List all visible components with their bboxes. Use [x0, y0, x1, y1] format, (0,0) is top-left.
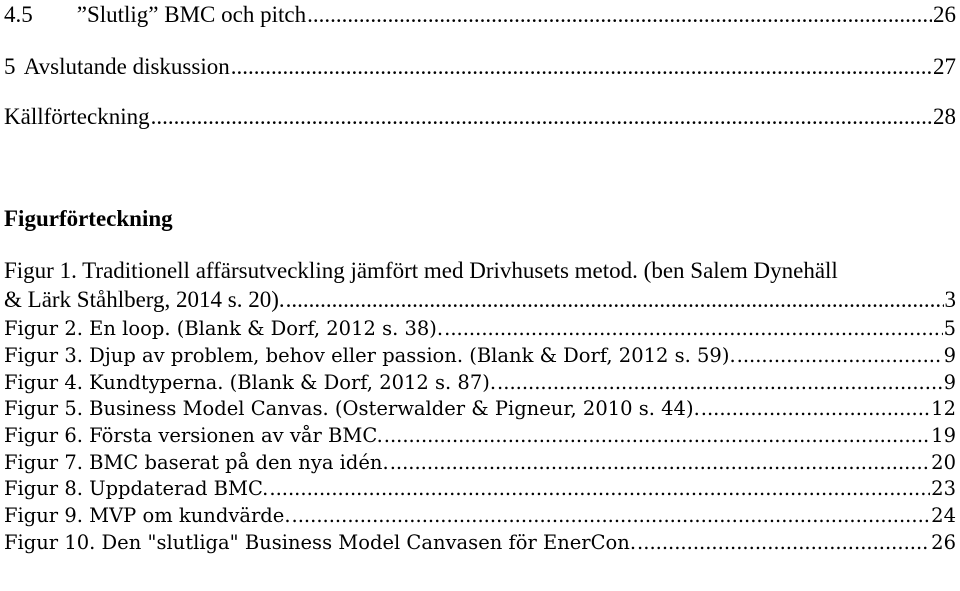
figure-title: Figur 8. Uppdaterad BMC. [4, 477, 269, 500]
dot-leader [444, 317, 942, 340]
figure-entry[interactable] [4, 451, 956, 474]
toc-entry[interactable] [4, 104, 956, 130]
figure-page: 20 [931, 451, 956, 474]
figure-title: Figur 7. BMC baserat på den nya idén. [4, 451, 389, 474]
figure-title: Figur 10. Den "slutliga" Business Model Canvasen för EnerCon. [4, 531, 637, 554]
dot-leader [151, 104, 932, 130]
toc-title: Källförteckning [4, 104, 150, 129]
toc-page: 28 [933, 104, 956, 129]
figure-page: 9 [943, 371, 956, 394]
dot-leader [231, 54, 932, 80]
figure-page: 12 [931, 397, 956, 420]
dot-leader [307, 2, 932, 28]
figure-entry[interactable] [4, 397, 956, 420]
dot-leader [701, 397, 930, 420]
figure-title: Figur 6. Första versionen av vår BMC. [4, 424, 383, 447]
figure-page: 19 [931, 424, 956, 447]
toc-title: ”Slutlig” BMC och pitch [76, 2, 307, 27]
dot-leader [497, 371, 943, 394]
figure-entry[interactable] [4, 477, 956, 500]
figure-page: 26 [931, 531, 956, 554]
figure-title: Figur 9. MVP om kundvärde. [4, 504, 291, 527]
dot-leader [390, 451, 930, 474]
figure-page: 5 [943, 317, 956, 340]
figure-page: 23 [931, 477, 956, 500]
toc-number: 5 [4, 54, 16, 79]
dot-leader [637, 531, 930, 554]
figure-entry-1[interactable] [4, 287, 956, 313]
figure-title: Figur 4. Kundtyperna. (Blank & Dorf, 2012 s. 87). [4, 371, 497, 394]
toc-entry[interactable] [4, 54, 956, 80]
dot-leader [269, 477, 930, 500]
figure-title: Figur 2. En loop. (Blank & Dorf, 2012 s. 38). [4, 317, 444, 340]
figure-page: 24 [931, 504, 956, 527]
figure-entry[interactable] [4, 371, 956, 394]
toc-page: 26 [933, 2, 956, 27]
figure-entry[interactable] [4, 531, 956, 554]
figure-title: Figur 3. Djup av problem, behov eller passion. (Blank & Dorf, 2012 s. 59). [4, 344, 736, 367]
toc-number: 4.5 [4, 2, 33, 27]
figure-entry[interactable] [4, 344, 956, 367]
dot-leader [737, 344, 943, 367]
figure-1-line-1[interactable]: Figur 1. Traditionell affärsutveckling jämfört med Drivhusets metod. (ben Salem Dynehäll [4, 258, 838, 283]
figure-page: 9 [943, 344, 956, 367]
figure-page: 3 [944, 287, 956, 312]
figure-entry[interactable] [4, 504, 956, 527]
figure-title: & Lärk Ståhlberg, 2014 s. 20). [4, 287, 285, 312]
toc-page: 27 [933, 54, 956, 79]
toc-title: Avslutande diskussion [23, 54, 230, 79]
dot-leader [292, 504, 931, 527]
toc-entry[interactable] [4, 2, 956, 28]
dot-leader [384, 424, 930, 447]
figure-title: Figur 5. Business Model Canvas. (Osterwalder & Pigneur, 2010 s. 44). [4, 397, 700, 420]
figure-list-heading: Figurförteckning [4, 206, 173, 231]
figure-entry[interactable] [4, 317, 956, 340]
figure-entry[interactable] [4, 424, 956, 447]
dot-leader [286, 287, 944, 313]
